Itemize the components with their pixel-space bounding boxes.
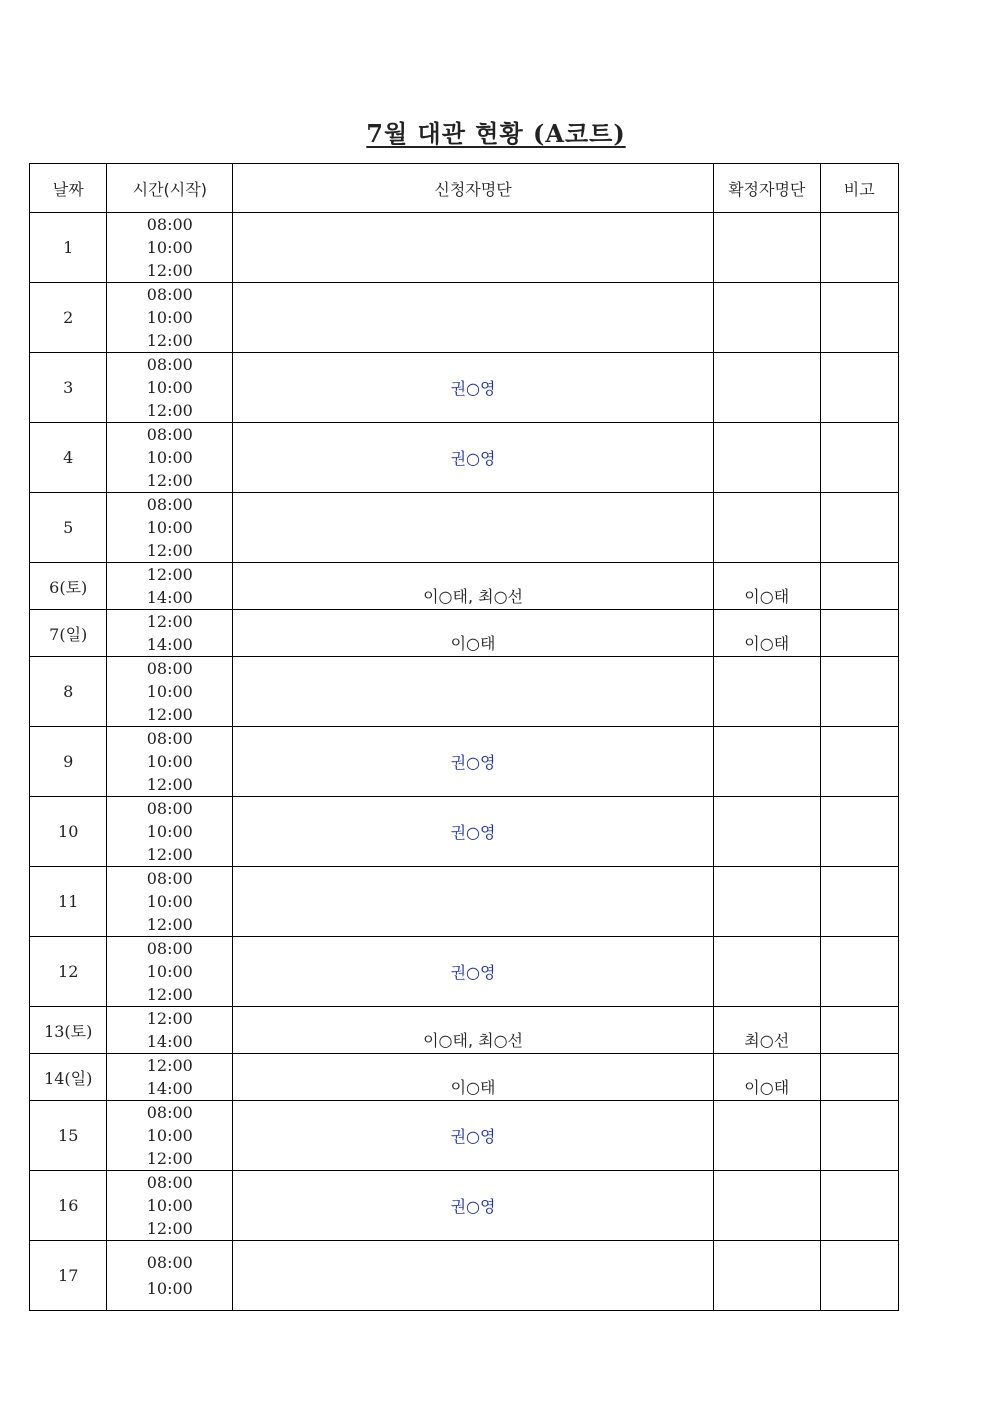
table-row — [30, 283, 899, 353]
applicants-cell — [233, 610, 714, 657]
time-slot: 12:00 — [146, 612, 193, 631]
time-slot: 08:00 — [146, 799, 193, 818]
applicants-cell — [233, 727, 714, 797]
time-cell — [107, 1054, 233, 1101]
time-cell — [107, 423, 233, 493]
confirmed-cell — [713, 937, 820, 1007]
time-cell — [107, 1007, 233, 1054]
date-cell: 4 — [30, 423, 107, 493]
applicants-cell — [233, 937, 714, 1007]
time-slot: 08:00 — [146, 355, 193, 374]
time-slot: 12:00 — [146, 471, 193, 490]
reservation-table — [29, 163, 899, 1311]
table-body — [30, 213, 899, 1311]
date-cell: 8 — [30, 657, 107, 727]
time-slot: 10:00 — [146, 1196, 193, 1215]
note-cell — [820, 353, 898, 423]
note-cell — [820, 1054, 898, 1101]
confirmed-names: 이○태 — [744, 634, 790, 653]
note-cell — [820, 937, 898, 1007]
confirmed-cell — [713, 1101, 820, 1171]
confirmed-cell — [713, 563, 820, 610]
time-slot: 08:00 — [146, 285, 193, 304]
time-slot: 12:00 — [146, 541, 193, 560]
confirmed-cell — [713, 610, 820, 657]
time-cell — [107, 610, 233, 657]
time-slot: 12:00 — [146, 705, 193, 724]
note-cell — [820, 213, 898, 283]
table-row — [30, 727, 899, 797]
time-slot: 14:00 — [146, 1032, 193, 1051]
header-time: 시간(시작) — [107, 164, 233, 213]
header-confirmed: 확정자명단 — [713, 164, 820, 213]
time-slot: 08:00 — [146, 1103, 193, 1122]
time-cell — [107, 657, 233, 727]
time-slot: 08:00 — [146, 215, 193, 234]
time-slot: 10:00 — [146, 238, 193, 257]
table-row — [30, 213, 899, 283]
table-row — [30, 657, 899, 727]
time-slot: 12:00 — [146, 261, 193, 280]
time-slot: 10:00 — [146, 682, 193, 701]
applicants-cell — [233, 423, 714, 493]
confirmed-cell — [713, 1171, 820, 1241]
confirmed-cell — [713, 1241, 820, 1311]
header-note: 비고 — [820, 164, 898, 213]
time-cell — [107, 1171, 233, 1241]
time-slot: 14:00 — [146, 588, 193, 607]
time-slot: 08:00 — [146, 425, 193, 444]
time-cell — [107, 563, 233, 610]
confirmed-cell — [713, 213, 820, 283]
time-cell — [107, 727, 233, 797]
time-cell — [107, 1101, 233, 1171]
header-applicants: 신청자명단 — [233, 164, 714, 213]
note-cell — [820, 1241, 898, 1311]
note-cell — [820, 493, 898, 563]
date-cell: 6(토) — [30, 563, 107, 610]
note-cell — [820, 867, 898, 937]
time-slot: 10:00 — [146, 1278, 193, 1298]
applicants-cell — [233, 1241, 714, 1311]
confirmed-names: 이○태 — [744, 1078, 790, 1097]
date-cell: 17 — [30, 1241, 107, 1311]
date-cell: 10 — [30, 797, 107, 867]
time-slot: 10:00 — [146, 518, 193, 537]
time-slot: 12:00 — [146, 1149, 193, 1168]
date-cell: 2 — [30, 283, 107, 353]
confirmed-cell — [713, 797, 820, 867]
table-row — [30, 937, 899, 1007]
confirmed-cell — [713, 727, 820, 797]
time-cell — [107, 1241, 233, 1311]
time-slot: 10:00 — [146, 962, 193, 981]
time-cell — [107, 283, 233, 353]
time-slot: 12:00 — [146, 985, 193, 1004]
page-title-text: 7월 대관 현황 (A코트) — [366, 119, 626, 148]
date-cell: 12 — [30, 937, 107, 1007]
note-cell — [820, 610, 898, 657]
applicants-cell — [233, 1054, 714, 1101]
date-cell: 16 — [30, 1171, 107, 1241]
page-title — [0, 114, 992, 149]
table-row — [30, 1054, 899, 1101]
applicant-names: 권○영 — [450, 1127, 496, 1146]
applicant-names: 권○영 — [450, 379, 496, 398]
date-cell: 13(토) — [30, 1007, 107, 1054]
time-slot: 08:00 — [146, 1173, 193, 1192]
time-slot: 08:00 — [146, 869, 193, 888]
time-slot: 12:00 — [146, 565, 193, 584]
time-slot: 12:00 — [146, 775, 193, 794]
note-cell — [820, 727, 898, 797]
time-slot: 12:00 — [146, 401, 193, 420]
applicants-cell — [233, 283, 714, 353]
time-slot: 14:00 — [146, 635, 193, 654]
confirmed-cell — [713, 1054, 820, 1101]
table-row — [30, 563, 899, 610]
time-slot: 08:00 — [146, 1252, 193, 1272]
time-slot: 12:00 — [146, 915, 193, 934]
date-cell: 7(일) — [30, 610, 107, 657]
time-slot: 12:00 — [146, 1009, 193, 1028]
time-slot: 08:00 — [146, 659, 193, 678]
note-cell — [820, 283, 898, 353]
date-cell: 1 — [30, 213, 107, 283]
time-slot: 08:00 — [146, 495, 193, 514]
date-cell: 9 — [30, 727, 107, 797]
time-cell — [107, 213, 233, 283]
applicants-cell — [233, 1101, 714, 1171]
time-cell — [107, 867, 233, 937]
table-row — [30, 1007, 899, 1054]
time-slot: 10:00 — [146, 822, 193, 841]
applicant-names: 권○영 — [450, 753, 496, 772]
time-cell — [107, 937, 233, 1007]
table-row — [30, 493, 899, 563]
time-slot: 12:00 — [146, 331, 193, 350]
applicants-cell — [233, 1171, 714, 1241]
confirmed-cell — [713, 657, 820, 727]
applicant-names: 권○영 — [450, 1197, 496, 1216]
applicants-cell — [233, 353, 714, 423]
applicants-cell — [233, 1007, 714, 1054]
date-cell: 11 — [30, 867, 107, 937]
time-slot: 10:00 — [146, 308, 193, 327]
applicants-cell — [233, 657, 714, 727]
time-slot: 10:00 — [146, 752, 193, 771]
confirmed-cell — [713, 353, 820, 423]
applicants-cell — [233, 563, 714, 610]
header-date: 날짜 — [30, 164, 107, 213]
note-cell — [820, 1007, 898, 1054]
table-row — [30, 797, 899, 867]
date-cell: 5 — [30, 493, 107, 563]
header-row — [30, 164, 899, 213]
time-slot: 12:00 — [146, 1056, 193, 1075]
time-slot: 12:00 — [146, 845, 193, 864]
date-cell: 3 — [30, 353, 107, 423]
time-slot: 10:00 — [146, 1126, 193, 1145]
applicant-names: 권○영 — [450, 449, 496, 468]
note-cell — [820, 1171, 898, 1241]
time-cell — [107, 353, 233, 423]
confirmed-cell — [713, 867, 820, 937]
applicants-cell — [233, 213, 714, 283]
time-slot: 14:00 — [146, 1079, 193, 1098]
table-row — [30, 353, 899, 423]
confirmed-cell — [713, 423, 820, 493]
confirmed-names: 최○선 — [744, 1031, 790, 1050]
table-row — [30, 610, 899, 657]
date-cell: 14(일) — [30, 1054, 107, 1101]
note-cell — [820, 423, 898, 493]
applicant-names: 권○영 — [450, 963, 496, 982]
time-cell — [107, 493, 233, 563]
note-cell — [820, 563, 898, 610]
table-row — [30, 1241, 899, 1311]
time-slot: 10:00 — [146, 448, 193, 467]
time-slot: 10:00 — [146, 378, 193, 397]
table-row — [30, 423, 899, 493]
confirmed-cell — [713, 1007, 820, 1054]
table-row — [30, 1171, 899, 1241]
time-slot: 12:00 — [146, 1219, 193, 1238]
applicants-cell — [233, 797, 714, 867]
table-row — [30, 1101, 899, 1171]
applicants-cell — [233, 493, 714, 563]
time-slot: 08:00 — [146, 939, 193, 958]
applicant-names: 이○태, 최○선 — [423, 1031, 523, 1050]
note-cell — [820, 1101, 898, 1171]
applicants-cell — [233, 867, 714, 937]
note-cell — [820, 797, 898, 867]
applicant-names: 이○태 — [450, 1078, 496, 1097]
date-cell: 15 — [30, 1101, 107, 1171]
applicant-names: 이○태 — [450, 634, 496, 653]
time-slot: 08:00 — [146, 729, 193, 748]
confirmed-cell — [713, 283, 820, 353]
table-row — [30, 867, 899, 937]
confirmed-cell — [713, 493, 820, 563]
applicant-names: 권○영 — [450, 823, 496, 842]
note-cell — [820, 657, 898, 727]
time-slot: 10:00 — [146, 892, 193, 911]
time-cell — [107, 797, 233, 867]
applicant-names: 이○태, 최○선 — [423, 587, 523, 606]
confirmed-names: 이○태 — [744, 587, 790, 606]
